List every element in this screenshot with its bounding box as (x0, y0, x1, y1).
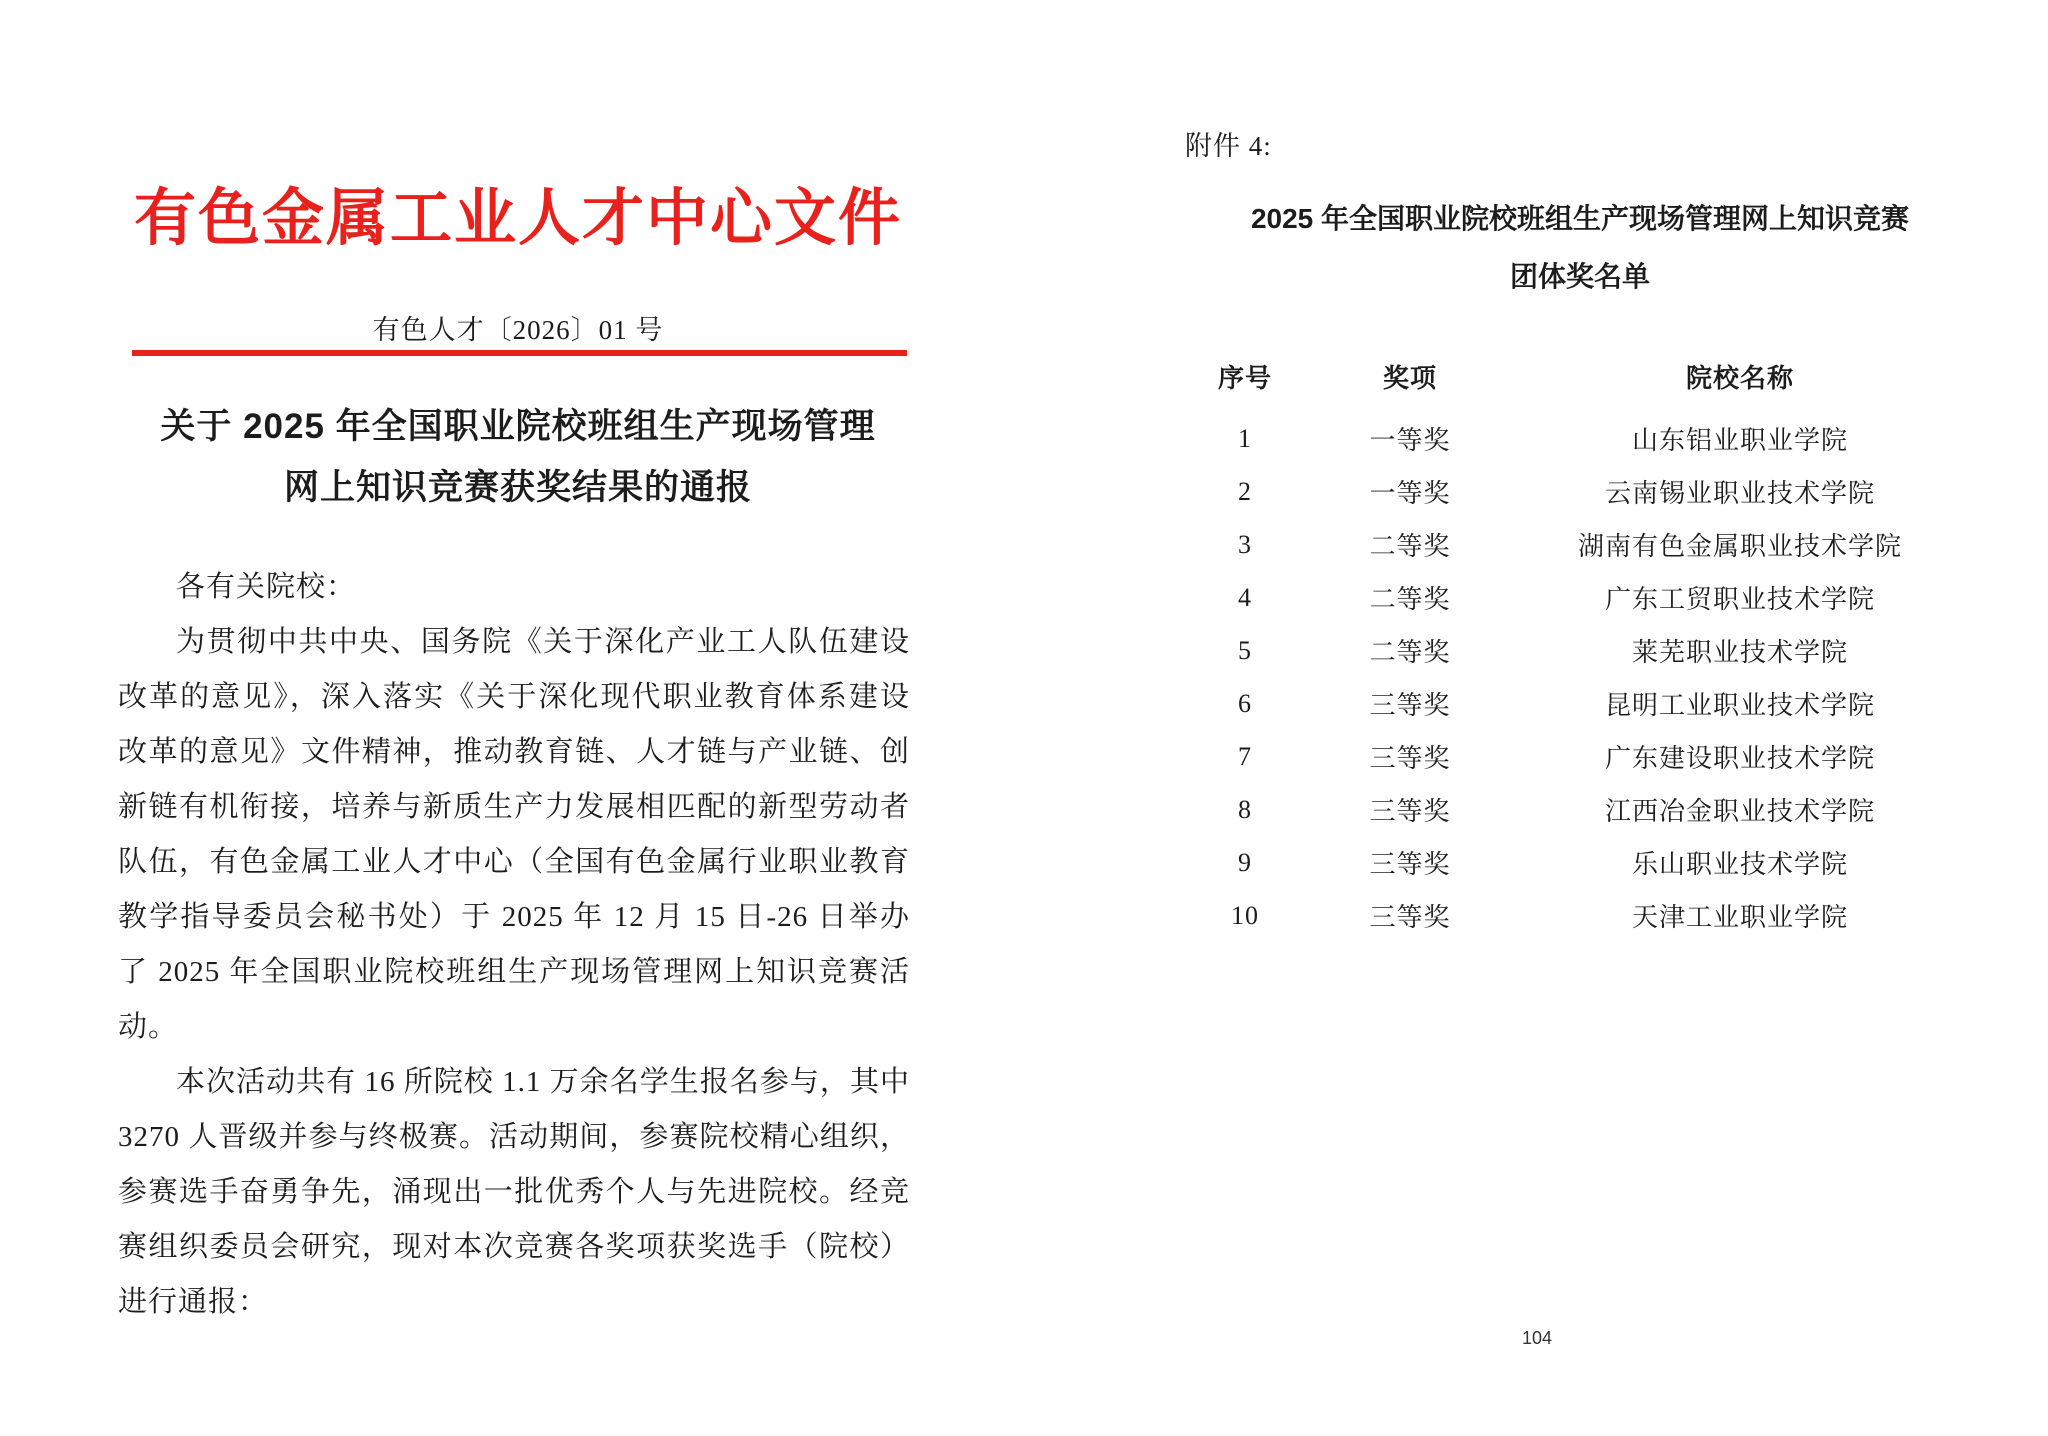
row-school: 广东建设职业技术学院 (1604, 744, 1875, 773)
row-index: 2 (1238, 476, 1252, 506)
table-row (1185, 889, 1965, 942)
letterhead-divider-rule (132, 350, 907, 356)
row-award: 一等奖 (1369, 479, 1451, 508)
column-header-award: 奖项 (1382, 362, 1437, 393)
table-row (1185, 571, 1965, 624)
table-row (1185, 677, 1965, 730)
document-title-line-1: 关于 2025 年全国职业院校班组生产现场管理 (160, 407, 876, 446)
row-index: 7 (1238, 741, 1252, 771)
salutation: 各有关院校： (176, 571, 357, 603)
row-index: 5 (1238, 635, 1252, 665)
row-school: 江西冶金职业技术学院 (1604, 797, 1875, 826)
table-row (1185, 412, 1965, 465)
body-paragraph-1: 为贯彻中共中央、国务院《关于深化产业工人队伍建设改革的意见》，深入落实《关于深化现代职业教育体系建设改革的意见》文件精神，推动教育链、人才链与产业链、创新链有机衔接，培养与新质生产力发展相匹配的新型劳动者队伍，有色金属工业人才中心（全国有色金属行业职业教育教学指导委员会秘书处）于 2025 年 12 月 15 日-26 日举办了 2025 年全国职业院校班组生产现场管理网上知识竞赛活动。 (118, 626, 910, 1043)
table-row (1185, 730, 1965, 783)
notice-page (118, 0, 918, 1436)
letterhead-title: 有色金属工业人才中心文件 (133, 185, 902, 253)
table-row (1185, 836, 1965, 889)
page-number: 104 (1522, 1328, 1553, 1348)
row-index: 4 (1238, 582, 1252, 612)
attachment-title (1185, 190, 1975, 306)
attachment-title-line-1: 2025 年全国职业院校班组生产现场管理网上知识竞赛 (1250, 203, 1910, 234)
attachment-page (1185, 0, 1975, 1436)
table-row (1185, 624, 1965, 677)
row-school: 广东工贸职业技术学院 (1604, 585, 1875, 614)
row-index: 10 (1231, 900, 1259, 930)
attachment-label: 附件 4: (1185, 131, 1272, 161)
document-body (118, 560, 910, 1330)
row-index: 3 (1238, 529, 1252, 559)
row-school: 天津工业职业学院 (1631, 903, 1848, 932)
document-number: 有色人才〔2026〕01 号 (372, 315, 664, 345)
row-award: 三等奖 (1369, 744, 1451, 773)
row-award: 三等奖 (1369, 691, 1451, 720)
row-index: 6 (1238, 688, 1252, 718)
column-header-school: 院校名称 (1685, 362, 1794, 393)
table-row (1185, 783, 1965, 836)
table-row (1185, 518, 1965, 571)
row-index: 9 (1238, 847, 1252, 877)
row-award: 二等奖 (1369, 585, 1451, 614)
row-award: 二等奖 (1369, 638, 1451, 667)
row-school: 昆明工业职业技术学院 (1604, 691, 1875, 720)
row-award: 三等奖 (1369, 850, 1451, 879)
body-paragraph-2: 本次活动共有 16 所院校 1.1 万余名学生报名参与，其中 3270 人晋级并参与终极赛。活动期间，参赛院校精心组织，参赛选手奋勇争先，涌现出一批优秀个人与先进院校。经竞赛组织委员会研究，现对本次竞赛各奖项获奖选手（院校）进行通报： (118, 1066, 910, 1318)
table-row (1185, 465, 1965, 518)
row-award: 一等奖 (1369, 426, 1451, 455)
row-school: 乐山职业技术学院 (1631, 850, 1848, 879)
row-award: 二等奖 (1369, 532, 1451, 561)
row-school: 湖南有色金属职业技术学院 (1577, 532, 1902, 561)
row-award: 三等奖 (1369, 797, 1451, 826)
award-table (1185, 348, 1965, 942)
row-index: 1 (1238, 423, 1252, 453)
document-title (118, 396, 918, 518)
column-header-index: 序号 (1217, 362, 1272, 393)
document-title-line-2: 网上知识竞赛获奖结果的通报 (283, 468, 752, 507)
row-award: 三等奖 (1369, 903, 1451, 932)
row-school: 云南锡业职业技术学院 (1604, 479, 1875, 508)
attachment-title-line-2: 团体奖名单 (1509, 261, 1650, 292)
row-school: 莱芜职业技术学院 (1631, 638, 1848, 667)
row-index: 8 (1238, 794, 1252, 824)
row-school: 山东铝业职业学院 (1631, 426, 1848, 455)
table-header-row (1185, 348, 1965, 404)
